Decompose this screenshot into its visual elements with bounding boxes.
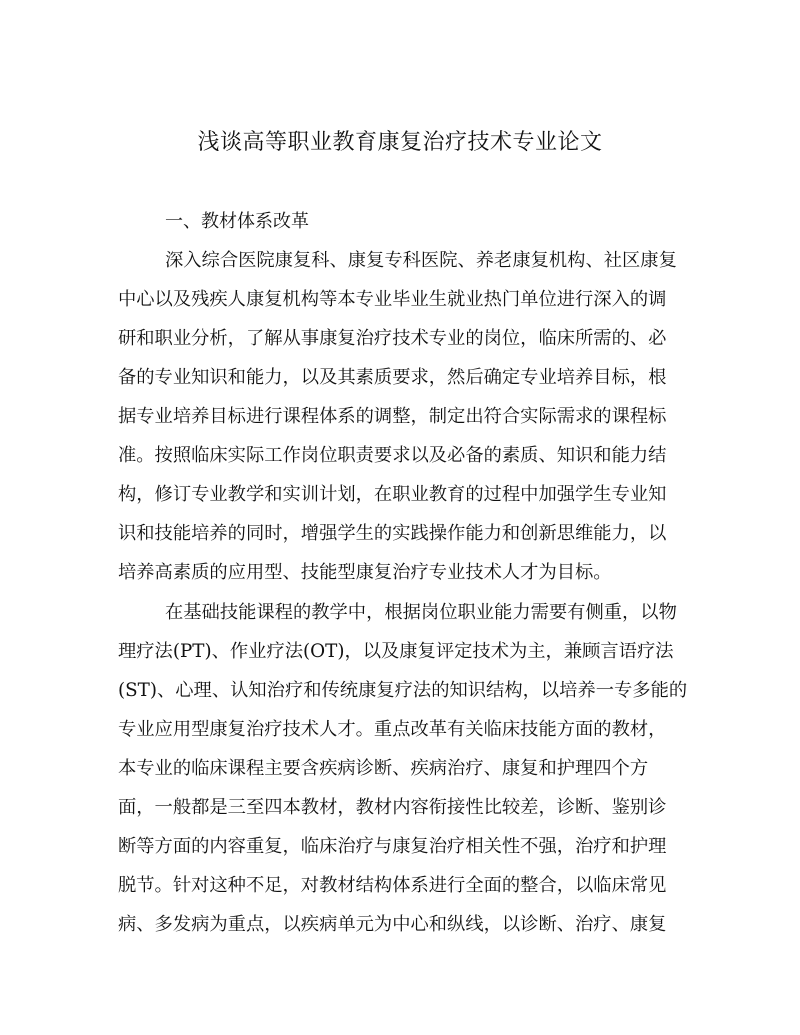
paragraph-line: 面，一般都是三至四本教材，教材内容衔接性比较差，诊断、鉴别诊: [118, 797, 667, 818]
paragraph-line: 培养高素质的应用型、技能型康复治疗专业技术人才为目标。: [118, 562, 612, 583]
paragraph-line: 准。按照临床实际工作岗位职责要求以及必备的素质、知识和能力结: [118, 445, 667, 466]
paragraph-line: 识和技能培养的同时，增强学生的实践操作能力和创新思维能力，以: [118, 523, 667, 544]
paragraph-line: 据专业培养目标进行课程体系的调整，制定出符合实际需求的课程标: [118, 406, 667, 427]
document-title: 浅谈高等职业教育康复治疗技术专业论文: [197, 130, 603, 155]
paragraph-line: 备的专业知识和能力，以及其素质要求，然后确定专业培养目标，根: [118, 367, 667, 388]
paragraph-1: [118, 241, 688, 592]
paragraph-line: 脱节。针对这种不足，对教材结构体系进行全面的整合，以临床常见: [118, 875, 667, 896]
paragraph-line: 理疗法(PT)、作业疗法(OT)，以及康复评定技术为主，兼顾言语疗法: [118, 641, 674, 662]
paragraph-line: 构，修订专业教学和实训计划，在职业教育的过程中加强学生专业知: [118, 484, 667, 505]
paragraph-line: 研和职业分析，了解从事康复治疗技术专业的岗位，临床所需的、必: [118, 328, 667, 349]
paragraph-line: 断等方面的内容重复，临床治疗与康复治疗相关性不强，治疗和护理: [118, 836, 667, 857]
paragraph-line: 专业应用型康复治疗技术人才。重点改革有关临床技能方面的教材，: [118, 719, 667, 740]
section-heading: 一、教材体系改革: [165, 211, 309, 232]
paragraph-line: (ST)、心理、认知治疗和传统康复疗法的知识结构，以培养一专多能的: [118, 680, 688, 701]
paragraph-line: 病、多发病为重点，以疾病单元为中心和纵线，以诊断、治疗、康复: [118, 914, 667, 935]
paragraph-line: 本专业的临床课程主要含疾病诊断、疾病治疗、康复和护理四个方: [118, 758, 649, 779]
paragraph-line: 在基础技能课程的教学中，根据岗位职业能力需要有侧重，以物: [165, 602, 677, 623]
paragraph-2: [118, 593, 688, 944]
paragraph-line: 深入综合医院康复科、康复专科医院、养老康复机构、社区康复: [165, 250, 677, 271]
paragraph-line: 中心以及残疾人康复机构等本专业毕业生就业热门单位进行深入的调: [118, 289, 667, 310]
